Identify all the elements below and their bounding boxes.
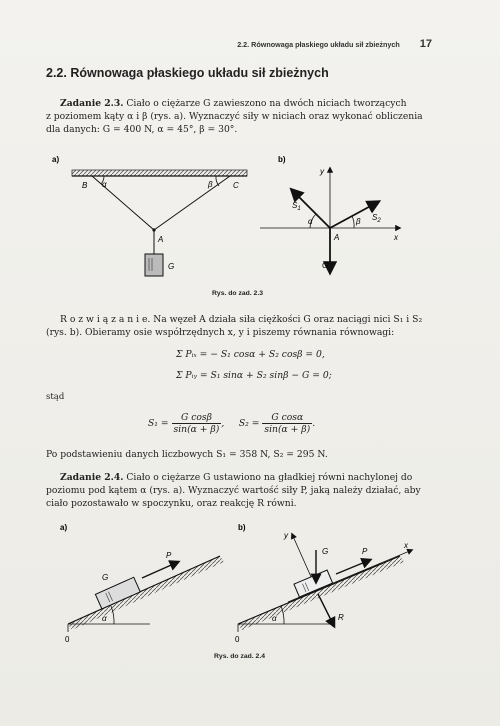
- problem-2-3-line-1: [46, 97, 456, 110]
- incline-a: [68, 556, 220, 624]
- page-number: 17: [419, 38, 432, 50]
- ceiling: [72, 170, 247, 176]
- svg-text:0: 0: [65, 635, 70, 644]
- equation-sum-x: Σ Pᵢₓ = − S₁ cosα + S₂ cosβ = 0,: [176, 349, 325, 360]
- svg-text:G: G: [322, 261, 329, 270]
- svg-text:α: α: [308, 217, 313, 226]
- problem-2-3-line-3: dla danych: G = 400 N, α = 45°, β = 30°.: [46, 124, 238, 135]
- problem-2-4-line-1-text: Ciało o ciężarze G ustawiono na gładkiej równi nachylonej do: [123, 472, 413, 483]
- solution-line-2: (rys. b). Obieramy osie współrzędnych x, y i piszemy równania równowagi:: [46, 327, 395, 338]
- equation-sum-y: Σ Pᵢᵧ = S₁ sinα + S₂ sinβ − G = 0;: [176, 370, 332, 381]
- svg-text:β: β: [356, 217, 361, 226]
- section-title: 2.2. Równowaga płaskiego układu sił zbieżnych: [46, 66, 329, 80]
- problem-2-4-label: Zadanie 2.4.: [60, 472, 124, 483]
- problem-2-3-line-1-text: Ciało o ciężarze G zawieszono na dwóch niciach tworzących: [123, 98, 407, 109]
- figure-2-3: [52, 150, 420, 290]
- problem-2-4-line-3: ciało pozostawało w spoczynku, oraz reakcję R równi.: [46, 498, 297, 509]
- svg-text:x: x: [404, 541, 408, 550]
- problem-2-4-line-2: poziomu pod kątem α (rys. a). Wyznaczyć wartość siły P, jaką należy działać, aby: [46, 485, 421, 496]
- label-S2: $S_2$: [372, 213, 381, 224]
- svg-text:R: R: [338, 613, 344, 622]
- incline-b: [238, 556, 400, 624]
- problem-2-4-line-1: [46, 471, 456, 484]
- angle-beta-b: [352, 216, 354, 228]
- svg-text:P: P: [166, 551, 172, 560]
- s1-fraction: $\frac{\text{G cosβ}}{\sin(\alpha + \beta)}$: [173, 412, 220, 435]
- svg-text:a): a): [60, 523, 68, 532]
- incline-a-hatch: [68, 556, 224, 630]
- solution-line-1: R o z w i ą z a n i e. Na węzeł A działa siła ciężkości G oraz naciągi nici S₁ i S₂: [60, 314, 423, 325]
- svg-text:y: y: [320, 167, 324, 176]
- s2-fraction: $\frac{\text{G cosα}}{\sin(\alpha + \beta)}$: [264, 412, 311, 435]
- equation-S1-S2: S₁ = $\frac{\text{G cosβ}}{\sin(\alpha + \beta)}$ , S₂ = $\frac{\text{G cosα}}{\sin(\alpha + \beta)}$ .: [148, 412, 316, 435]
- svg-text:G: G: [322, 547, 329, 556]
- running-header: [237, 38, 432, 50]
- svg-text:G: G: [168, 262, 175, 271]
- svg-text:b): b): [238, 523, 246, 532]
- problem-2-3-line-2: z poziomem kąty α i β (rys. a). Wyznaczyć siły w niciach oraz wykonać obliczenia: [46, 111, 423, 122]
- svg-text:β: β: [208, 180, 213, 189]
- problem-2-4-text: [46, 471, 456, 510]
- svg-text:y: y: [284, 531, 288, 540]
- weight-G: [145, 254, 163, 276]
- problem-2-3-label: Zadanie 2.3.: [60, 98, 124, 109]
- svg-text:α: α: [102, 180, 107, 189]
- fig-2-3-b-label: b): [278, 155, 286, 164]
- figure-2-3-caption: Rys. do zad. 2.3: [212, 290, 263, 297]
- problem-2-3-text: [46, 97, 456, 136]
- force-R-b: [318, 594, 334, 626]
- svg-text:A: A: [334, 233, 340, 242]
- figure-2-4: [40, 520, 440, 648]
- string-C-A: [154, 176, 230, 230]
- s1-lhs: S₁ =: [148, 418, 169, 429]
- svg-text:0: 0: [235, 635, 240, 644]
- label-S1: $S_1$: [292, 201, 301, 212]
- svg-text:B: B: [82, 181, 88, 190]
- stad-text: stąd: [46, 392, 65, 402]
- svg-text:C: C: [233, 181, 239, 190]
- svg-text:α: α: [272, 614, 277, 623]
- figure-2-4-caption: Rys. do zad. 2.4: [214, 653, 265, 660]
- s2-lhs: S₂ =: [238, 418, 260, 429]
- incline-b-hatch: [238, 556, 404, 630]
- svg-text:P: P: [362, 547, 368, 556]
- svg-text:A: A: [158, 235, 164, 244]
- force-P-a: [142, 562, 178, 578]
- fig-2-3-a-label: a): [52, 155, 60, 164]
- solution-intro: [46, 313, 456, 339]
- svg-text:x: x: [394, 233, 398, 242]
- svg-text:α: α: [102, 614, 107, 623]
- running-title: 2.2. Równowaga płaskiego układu sił zbieżnych: [237, 40, 400, 49]
- node-A: [152, 228, 155, 231]
- svg-text:G: G: [102, 573, 109, 582]
- solution-result: Po podstawieniu danych liczbowych S₁ = 358 N, S₂ = 295 N.: [46, 449, 328, 460]
